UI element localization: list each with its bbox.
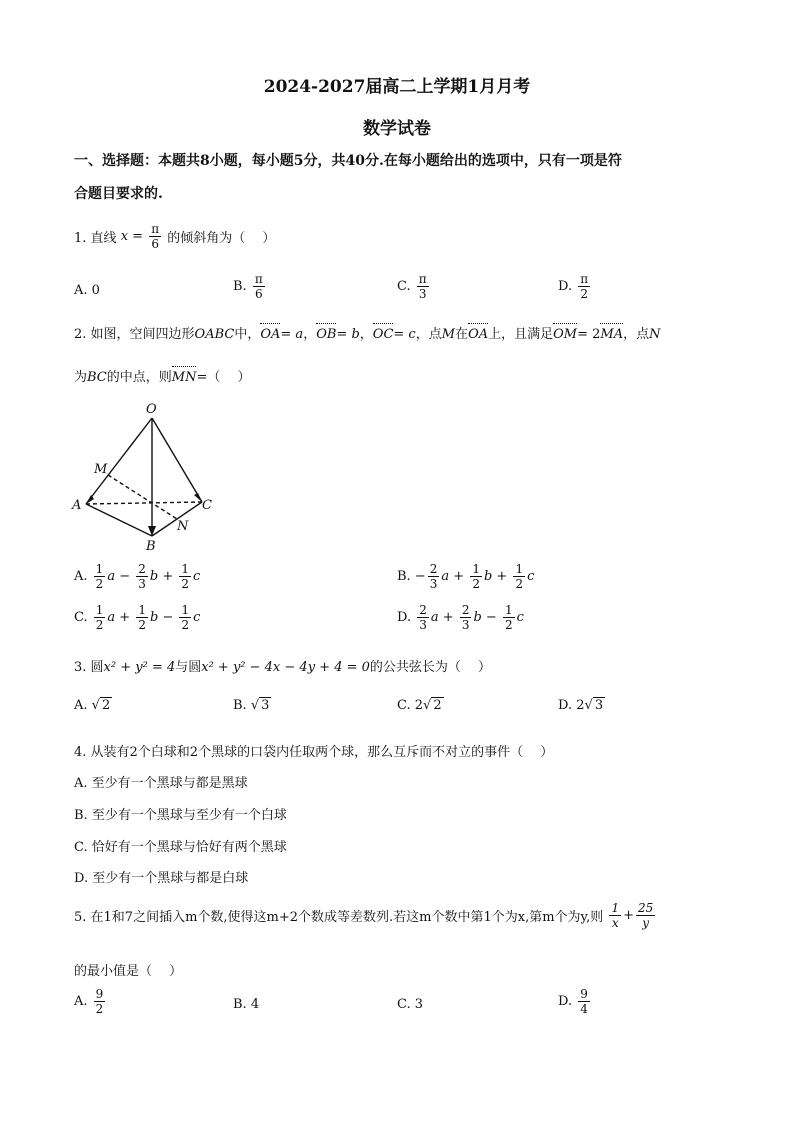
q1-eq-num: π: [151, 222, 160, 236]
q5-option-d-num: 9: [580, 987, 588, 1001]
q5-f2-num: 25: [638, 901, 654, 915]
q2-option-a-label: A.: [74, 569, 88, 584]
q5-fraction-2: [636, 901, 655, 930]
edge-oa: [86, 418, 152, 504]
q2-option-b-label: B.: [397, 569, 411, 584]
q5-option-a-den: 2: [95, 1002, 104, 1016]
q5-plus: +: [623, 908, 634, 923]
q4-option-c: C. 恰好有一个黑球与恰好有两个黑球: [74, 840, 287, 855]
q1-option-b-num: π: [254, 272, 263, 286]
q3-option-a: A. √ 2: [74, 698, 111, 713]
q3-option-b-rad: 3: [261, 698, 270, 713]
section-heading-line1: 一、选择题：本题共8小题，每小题5分，共40分.在每小题给出的选项中，只有一项是符: [74, 153, 622, 169]
q2-stem-line1: 2. 如图，空间四边形OABC中，OA= a，OB= b，OC= c，点M在OA上，且满足OM= 2MA，点N: [74, 327, 661, 342]
q3-option-d-label: D.: [558, 698, 573, 713]
q3-option-d: D. 2√ 3: [558, 698, 604, 713]
q2-option-c-label: C.: [74, 610, 88, 625]
q2-quad: OABC: [194, 327, 235, 342]
edge-ab: [86, 504, 152, 536]
q2-vec-ma: MA: [600, 327, 624, 342]
q2-vec-oa-rhs: = a: [280, 327, 304, 342]
q1-option-d-fraction: [578, 272, 590, 301]
edge-ac-hidden: [86, 502, 202, 504]
q5-stem: [74, 901, 657, 930]
q3-text-a: 3. 圆: [74, 660, 104, 675]
q5-option-c: C. 3: [397, 997, 424, 1012]
q5-option-d-label: D.: [558, 994, 573, 1009]
q3-circle2: x² + y² − 4x − 4y + 4 = 0: [201, 660, 370, 675]
q2-text-h: 的中点，则: [106, 370, 172, 385]
q2-option-a: A. $\frac{1}{2}$ a − $\frac{2}{3}$ b + $\frac{1}{2}$ c: [74, 562, 201, 591]
q4-option-a: A. 至少有一个黑球与都是黑球: [74, 776, 248, 791]
q1-stem: [74, 222, 275, 251]
q4-stem: 4. 从装有2个白球和2个黑球的口袋内任取两个球，那么互斥而不对立的事件（ ）: [74, 745, 554, 760]
q1-eq-lhs: x =: [120, 229, 144, 244]
q1-option-b-den: 6: [254, 287, 263, 301]
label-o: O: [146, 402, 157, 417]
arrow-a: [86, 495, 94, 504]
q2-text-f: ，点: [623, 327, 650, 342]
q3-circle1: x² + y² = 4: [103, 660, 176, 675]
q2-stem-line2: [74, 366, 251, 385]
q1-option-d-num: π: [580, 272, 589, 286]
segment-mn: [108, 475, 177, 519]
label-a: A: [72, 498, 82, 513]
q2-option-d-label: D.: [397, 610, 412, 625]
q2-vec-om-mid: = 2: [577, 327, 601, 342]
q1-option-d: [558, 272, 592, 301]
section-heading-line2: 合题目要求的.: [74, 186, 163, 202]
q2-point-m: M: [441, 327, 456, 342]
q2-text-d: 在: [455, 327, 469, 342]
q2-option-b: B. − $\frac{2}{3}$ a + $\frac{1}{2}$ b + $\frac{1}{2}$ c: [397, 562, 535, 591]
q2-vec-oc-rhs: = c: [393, 327, 416, 342]
q3-option-d-coef: 2: [576, 698, 585, 713]
q5-f1-den: x: [611, 916, 619, 930]
q2-text-i: =（ ）: [196, 370, 251, 385]
q2-point-n: N: [649, 327, 661, 342]
exam-title: 2024-2027届高二上学期1月月考: [263, 77, 531, 97]
q2-vec-ob: OB: [316, 327, 337, 342]
q1-option-a: A. 0: [74, 283, 100, 298]
q1-option-b-label: B.: [233, 279, 247, 294]
q1-option-b-fraction: [253, 272, 265, 301]
q1-option-c-label: C.: [397, 279, 411, 294]
q2-vec-om: OM: [553, 327, 578, 342]
arrow-c: [194, 493, 202, 502]
q1-suffix: 的倾斜角为（ ）: [167, 231, 276, 246]
q5-option-d: [558, 987, 592, 1016]
q3-option-a-rad: 2: [101, 698, 111, 713]
q3-option-d-rad: 3: [594, 698, 604, 713]
q2-vec-mn: MN: [171, 370, 197, 385]
q3-option-c-rad: 2: [433, 698, 442, 713]
q5-option-d-den: 4: [580, 1002, 588, 1016]
q1-option-c-den: 3: [418, 287, 427, 301]
label-m: M: [94, 462, 108, 477]
tetrahedron-figure: [66, 398, 236, 558]
q2-text-c: ，点: [415, 327, 442, 342]
q2-vec-ob-rhs: = b: [336, 327, 360, 342]
q1-option-c-num: π: [418, 272, 427, 286]
q2-vec-oa: OA: [260, 327, 281, 342]
q3-text-b: 与圆: [175, 660, 202, 675]
q2-text-g: 为: [74, 370, 88, 385]
q3-option-c: C. 2√ 2: [397, 698, 442, 713]
q2-option-c: C. $\frac{1}{2}$ a + $\frac{1}{2}$ b − $\frac{1}{2}$ c: [74, 603, 201, 632]
label-b: B: [146, 539, 156, 554]
label-n: N: [177, 519, 189, 534]
q1-option-c: [397, 272, 431, 301]
q3-stem: [74, 656, 491, 675]
q3-option-c-coef: 2: [414, 698, 424, 713]
q4-option-d: D. 至少有一个黑球与都是白球: [74, 871, 249, 886]
q2-vec-oc: OC: [372, 327, 394, 342]
edge-oc: [152, 418, 202, 502]
q5-option-a-label: A.: [74, 994, 88, 1009]
q2-text-b: 中，: [234, 327, 261, 342]
q5-option-a: [74, 987, 107, 1016]
q5-f2-den: y: [642, 916, 650, 930]
q5-stem-text: 5. 在1和7之间插入m个数,使得这m+2个数成等差数列.若这m个数中第1个为x,第m个为y,则: [74, 910, 604, 925]
q3-text-c: 的公共弦长为（ ）: [369, 660, 492, 675]
exam-subtitle: 数学试卷: [363, 119, 431, 139]
q1-option-b: [233, 272, 267, 301]
q1-option-c-fraction: [417, 272, 429, 301]
q2-option-d: D. $\frac{2}{3}$ a + $\frac{2}{3}$ b − $\frac{1}{2}$ c: [397, 603, 524, 632]
label-c: C: [202, 498, 212, 513]
q5-option-a-num: 9: [95, 987, 104, 1001]
q1-eq-fraction: [149, 222, 161, 251]
q3-option-b: B. √ 3: [233, 698, 270, 713]
q5-stem-line2: 的最小值是（ ）: [74, 964, 183, 979]
q2-bc: BC: [87, 370, 107, 385]
q1-eq-den: 6: [151, 237, 159, 251]
q5-option-b: B. 4: [233, 997, 260, 1012]
q3-option-a-label: A.: [74, 698, 88, 713]
q2-text-e: 上，且满足: [488, 327, 554, 342]
q2-text-a: 2. 如图，空间四边形: [74, 327, 195, 342]
q2-vec-oa2: OA: [468, 327, 489, 342]
q4-option-b: B. 至少有一个黑球与至少有一个白球: [74, 808, 287, 823]
q1-option-d-label: D.: [558, 279, 573, 294]
q1-option-d-den: 2: [580, 287, 588, 301]
q5-fraction-1: [609, 901, 621, 930]
q1-prefix: 1. 直线: [74, 231, 117, 246]
q3-option-c-label: C.: [397, 698, 411, 713]
q5-f1-num: 1: [611, 901, 620, 915]
q3-option-b-label: B.: [233, 698, 247, 713]
